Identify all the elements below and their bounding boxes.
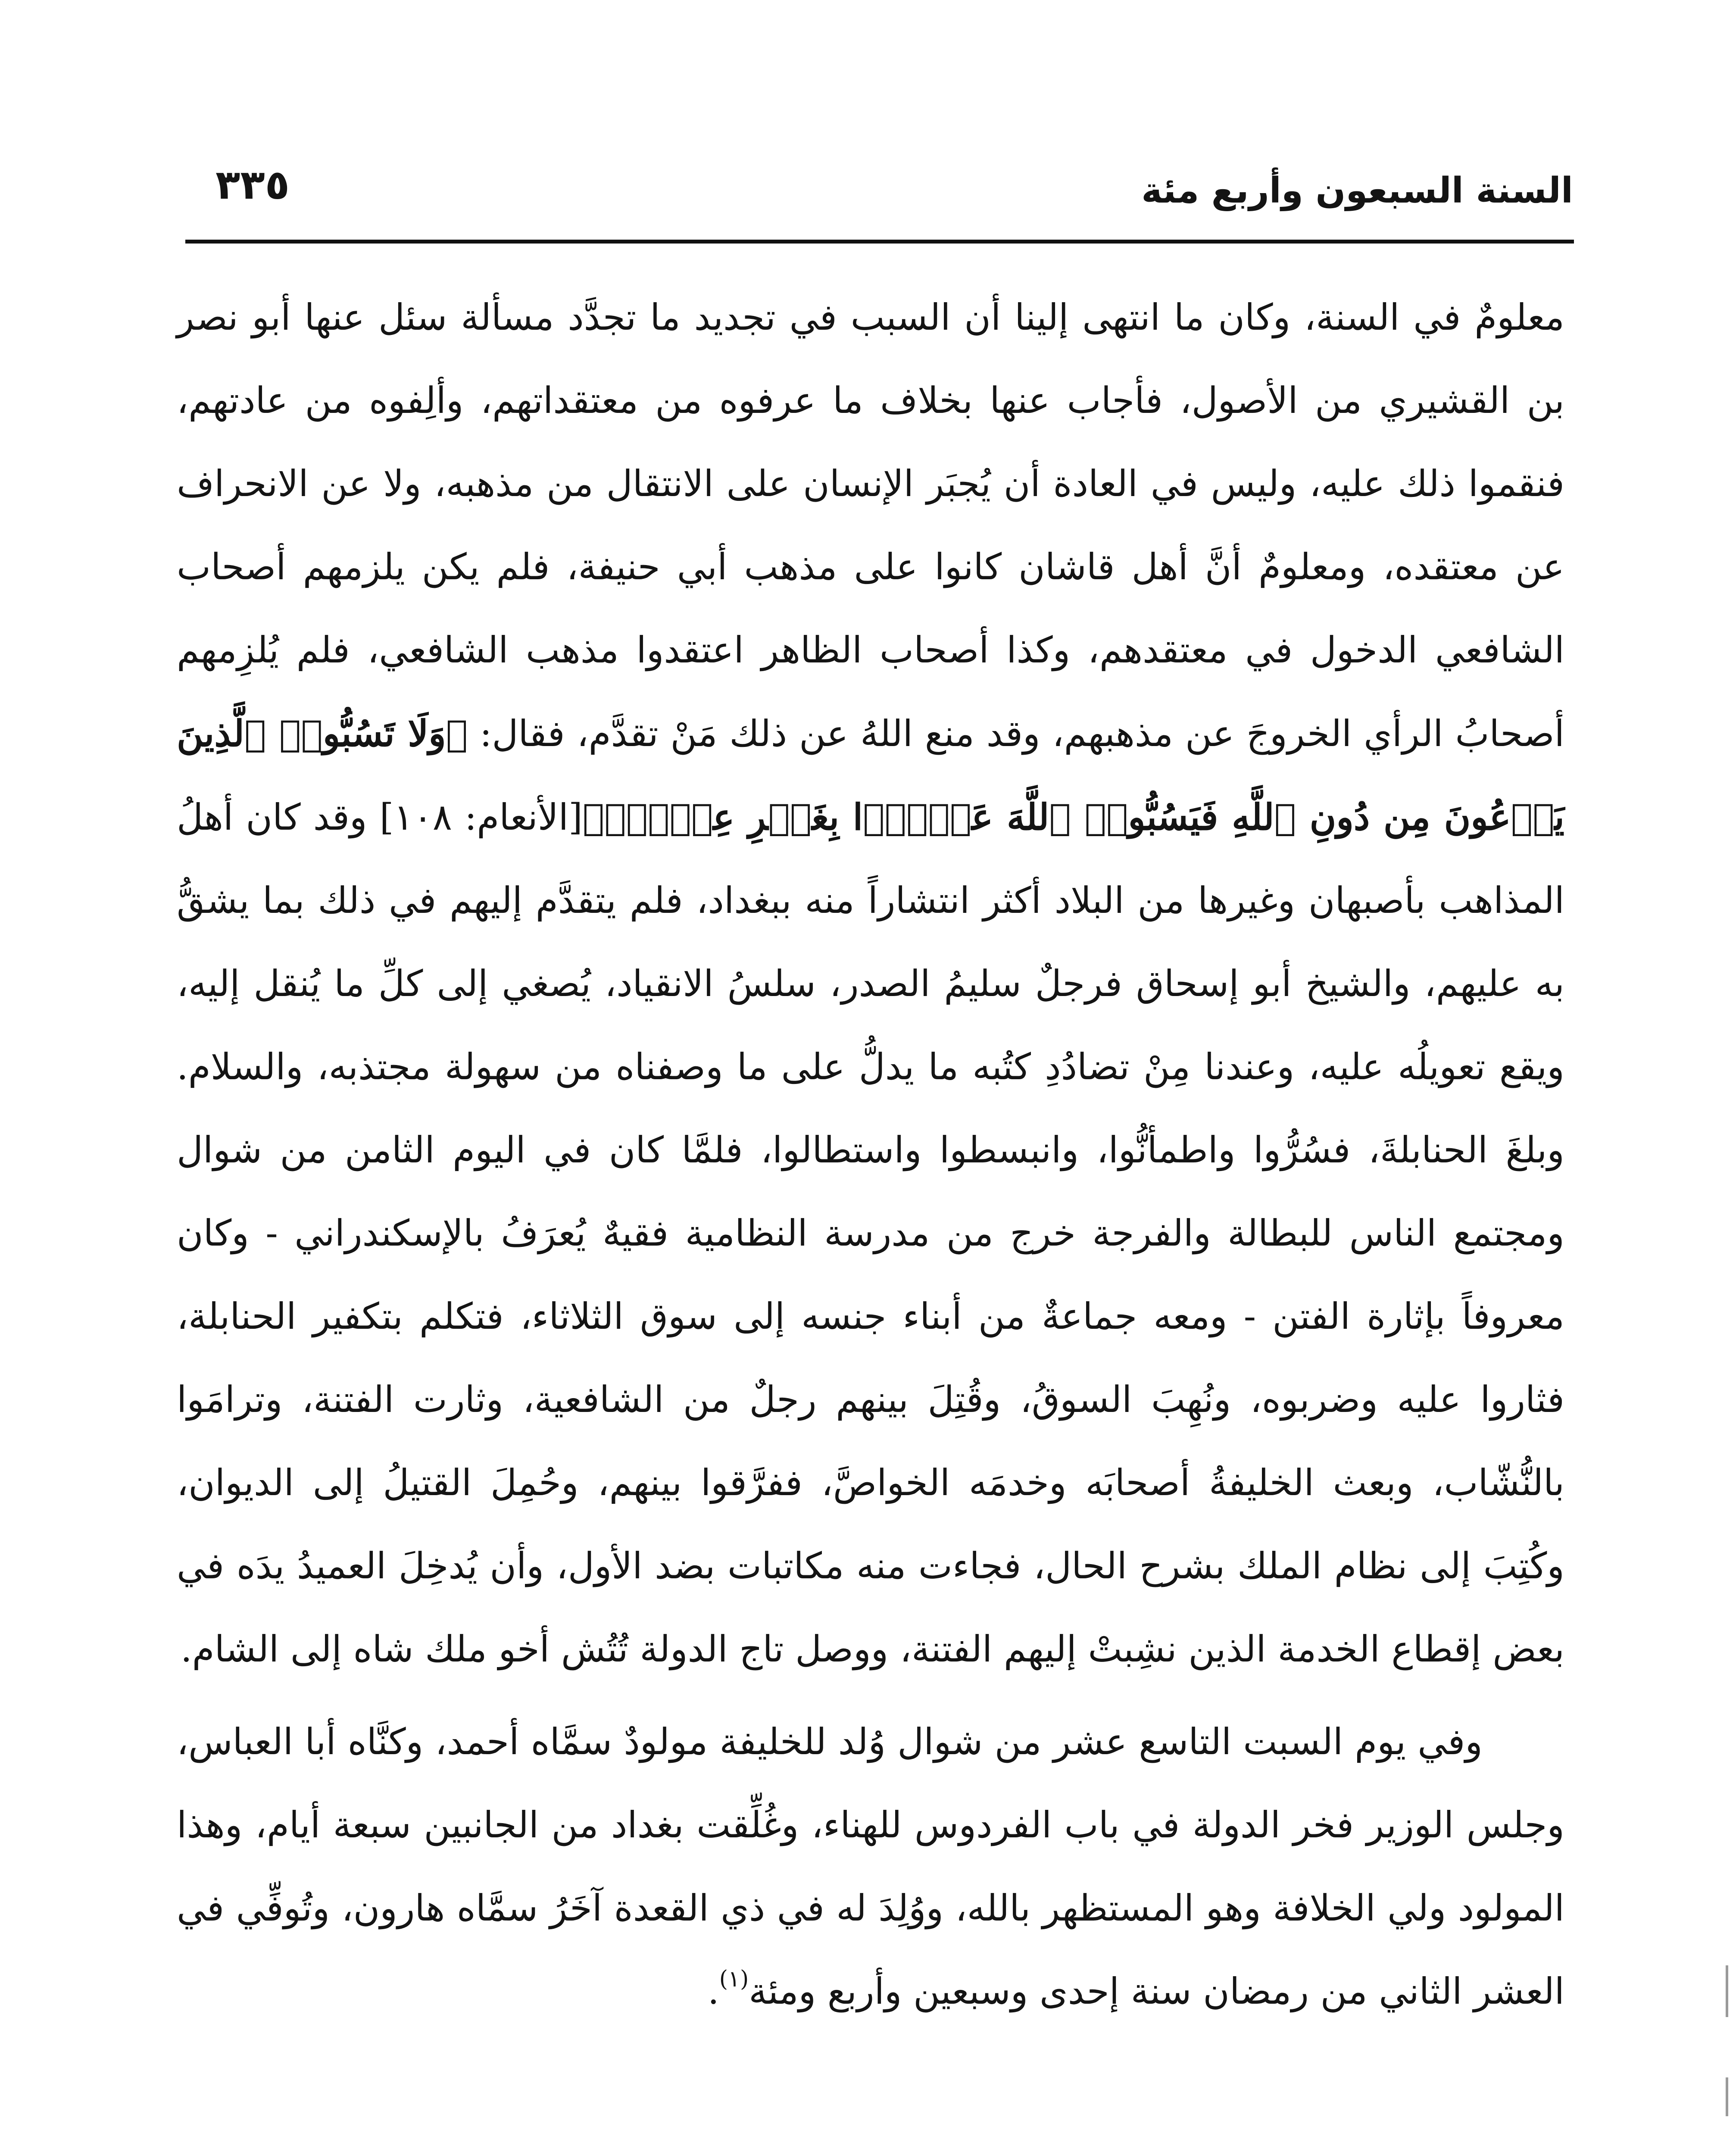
main-text <box>177 276 1564 2033</box>
page-number: ٣٣٥ <box>215 162 290 209</box>
paragraph-1-text: معلومٌ في السنة، وكان ما انتهى إلينا أن السبب في تجديد ما تجدَّد مسألة سئل عنها أبو نصر بن القشيري من الأصول، فأجاب عنها بخلاف ما عرفوه من معتقداتهم، وألِفوه من عادتهم، فنقموا ذلك عليه، وليس في العادة أن يُجبَر الإنسان على الانتقال من مذهبه، ولا عن الانحراف عن معتقده، ومعلومٌ أنَّ أهل قاشان كانوا على مذهب أبي حنيفة، فلم يكن يلزمهم أصحاب الشافعي الدخول في معتقدهم، وكذا أصحاب الظاهر اعتقدوا مذهب الشافعي، فلم يُلزِمهم أصحابُ الرأي الخروجَ عن مذهبهم، وقد منع اللهُ عن ذلك مَنْ تقدَّم، فقال: <box>177 296 1564 755</box>
paragraph-2 <box>177 1700 1564 2033</box>
quran-verse: ﴿وَلَا تَسُبُّوا۟ ٱلَّذِينَ يَدۡعُونَ مِن دُونِ ٱللَّهِ فَيَسُبُّوا۟ ٱللَّهَ عَدۡوَۢا بِغَيۡرِ عِلۡمٖۗ﴾ <box>177 712 1564 838</box>
running-head <box>185 159 1573 228</box>
paragraph-2-text: وفي يوم السبت التاسع عشر من شوال وُلد للخليفة مولودٌ سمَّاه أحمد، وكنَّاه أبا العباس، وجلس الوزير فخر الدولة في باب الفردوس للهناء، وغُلِّقت بغداد من الجانبين سبعة أيام، وهذا المولود ولي الخلافة وهو المستظهر بالله، ووُلِدَ له في ذي القعدة آخَرُ سمَّاه هارون، وتُوفِّي في العشر الثاني من رمضان سنة إحدى وسبعين وأربع ومئة <box>177 1721 1564 2012</box>
paragraph-1 <box>177 276 1564 1691</box>
footnote-reference[interactable]: (١) <box>719 1966 749 1992</box>
paragraph-1-continuation: [الأنعام: ١٠٨] وقد كان أهلُ المذاهب بأصبهان وغيرها من البلاد أكثر انتشاراً منه ببغداد، فلم يتقدَّم إليهم في ذلك بما يشقُّ به عليهم، والشيخ أبو إسحاق فرجلٌ سليمُ الصدر، سلسُ الانقياد، يُصغي إلى كلِّ ما يُنقل إليه، ويقع تعويلُه عليه، وعندنا مِنْ تضادُدِ كتُبه ما يدلُّ على ما وصفناه من سهولة مجتذبه، والسلام. وبلغَ الحنابلةَ، فسُرُّوا واطمأنُّوا، وانبسطوا واستطالوا، فلمَّا كان في اليوم الثامن من شوال ومجتمع الناس للبطالة والفرجة خرج من مدرسة النظامية فقيهٌ يُعرَفُ بالإسكندراني - وكان معروفاً بإثارة الفتن - ومعه جماعةٌ من أبناء جنسه إلى سوق الثلاثاء، فتكلم بتكفير الحنابلة، فثاروا عليه وضربوه، ونُهِبَ السوقُ، وقُتِلَ بينهم رجلٌ من الشافعية، وثارت الفتنة، وترامَوا بالنُّشّاب، وبعث الخليفةُ أصحابَه وخدمَه الخواصَّ، ففرَّقوا بينهم، وحُمِلَ القتيلُ إلى الديوان، وكُتِبَ إلى نظام الملك بشرح الحال، فجاءت منه مكاتبات بضد الأول، وأن يُدخِلَ العميدُ يدَه في بعض إقطاع الخدمة الذين نشِبتْ إليهم الفتنة، ووصل تاج الدولة تُتُش أخو ملك شاه إلى الشام. <box>177 796 1565 1670</box>
scan-edge-marks <box>1722 1965 1728 2155</box>
header-rule <box>185 240 1574 244</box>
running-title: السنة السبعون وأربع مئة <box>1141 170 1573 211</box>
paragraph-2-end: . <box>708 1970 719 2012</box>
